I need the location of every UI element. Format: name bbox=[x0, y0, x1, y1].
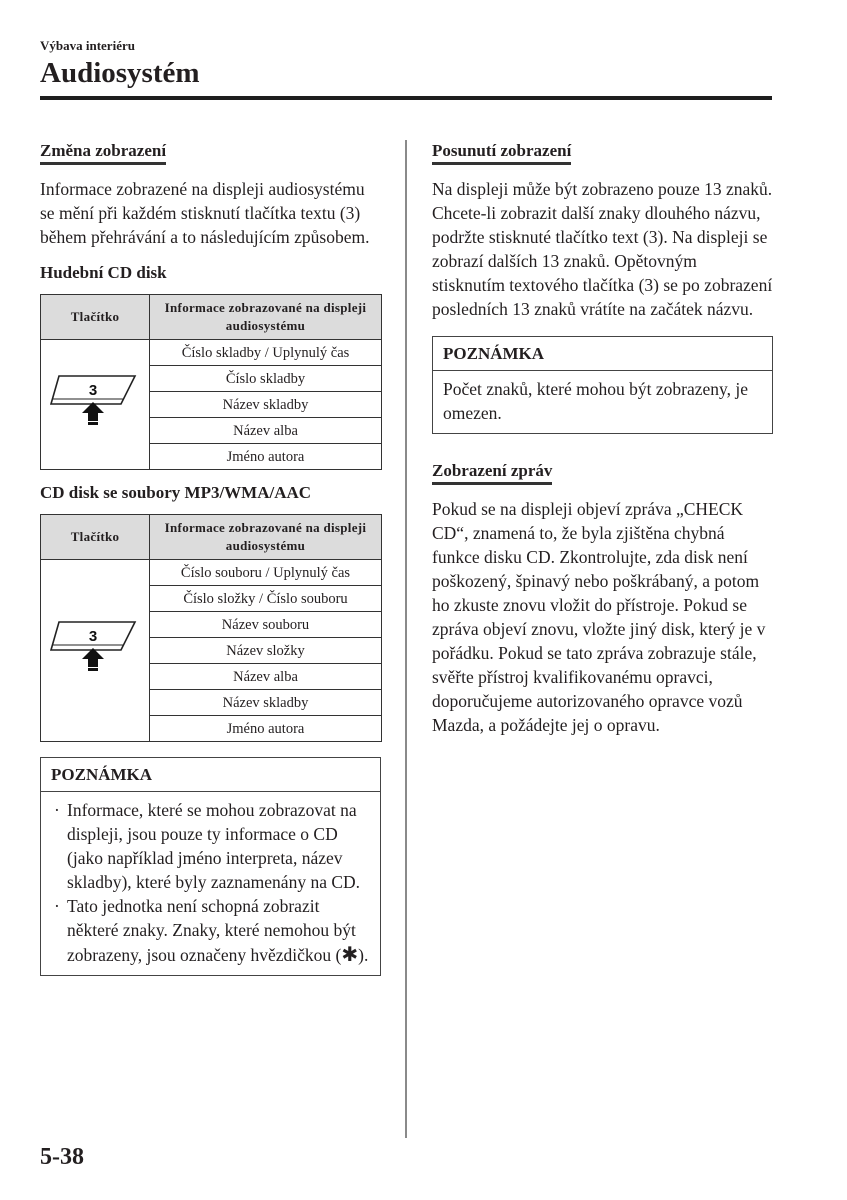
breadcrumb: Výbava interiéru bbox=[40, 38, 135, 53]
column-header-button: Tlačítko bbox=[41, 515, 150, 560]
button-number-label: 3 bbox=[88, 381, 98, 399]
page-number: 5-38 bbox=[40, 1144, 84, 1170]
note-box-left bbox=[40, 757, 381, 976]
column-divider bbox=[405, 140, 407, 1138]
section-heading-scroll: Posunutí zobrazení bbox=[432, 140, 571, 165]
right-column bbox=[432, 140, 774, 737]
note-item bbox=[51, 798, 370, 894]
page-header bbox=[40, 38, 772, 90]
note-title: POZNÁMKA bbox=[41, 758, 380, 792]
table-cell: Název složky bbox=[150, 638, 382, 664]
table-cell: Číslo skladby / Uplynulý čas bbox=[150, 340, 382, 366]
table-cell: Název skladby bbox=[150, 392, 382, 418]
music-cd-heading: Hudební CD disk bbox=[40, 263, 167, 282]
table-cell: Jméno autora bbox=[150, 716, 382, 742]
text-button-press-icon bbox=[47, 603, 143, 693]
table-cell: Název souboru bbox=[150, 612, 382, 638]
table-header-row bbox=[41, 295, 382, 340]
section-heading-messages: Zobrazení zpráv bbox=[432, 460, 552, 485]
button-number-label: 3 bbox=[88, 627, 98, 645]
table-cell: Číslo skladby bbox=[150, 366, 382, 392]
left-column bbox=[40, 140, 382, 976]
table-row bbox=[41, 560, 382, 586]
button-icon-cell bbox=[41, 340, 150, 470]
messages-paragraph: Pokud se na displeji objeví zpráva „CHECK CD“, znamená to, že byla zjištěna chybná funkce disku CD. Zkontrolujte, zda disk není poškozený, špinavý nebo poškrábaný, a potom ho zkuste znovu vložit do přístroje. Pokud se zpráva objeví znovu, vložte jiný disk, který je v pořádku. Pokud se tato zpráva zobrazuje stále, svěřte přístroj kvalifikovanému opravci, doporučujeme autorizovaného opravce vozů Mazda, a požádejte jej o opravu. bbox=[432, 499, 766, 735]
bullet: · bbox=[54, 896, 60, 916]
bullet: · bbox=[54, 800, 60, 820]
display-change-paragraph: Informace zobrazené na displeji audiosystému se mění při každém stisknutí tlačítka textu (3) během přehrávání a to následujícím způsobem. bbox=[40, 179, 370, 247]
note-box-right bbox=[432, 336, 773, 434]
table-cell: Číslo souboru / Uplynulý čas bbox=[150, 560, 382, 586]
note-body: Počet znaků, které mohou být zobrazeny, je omezen. bbox=[443, 379, 749, 423]
page-title: Audiosystém bbox=[40, 57, 200, 89]
column-header-info: Informace zobrazované na displeji audiosystému bbox=[150, 295, 382, 340]
asterisk-icon: ✱ bbox=[341, 942, 359, 966]
mp3-cd-heading: CD disk se soubory MP3/WMA/AAC bbox=[40, 483, 312, 502]
table-row bbox=[41, 340, 382, 366]
note-item bbox=[51, 894, 370, 967]
header-rule bbox=[40, 96, 772, 100]
note-item-suffix: ). bbox=[358, 945, 369, 965]
table-header-row bbox=[41, 515, 382, 560]
note-item-text: Tato jednotka není schopná zobrazit některé znaky. Znaky, které nemohou být zobrazeny, jsou označeny hvězdičkou ( bbox=[67, 896, 356, 965]
note-item-text: Informace, které se mohou zobrazovat na displeji, jsou pouze ty informace o CD (jako například jméno interpreta, název skladby), které byly zaznamenány na CD. bbox=[67, 800, 361, 892]
button-icon-cell bbox=[41, 560, 150, 742]
scroll-paragraph: Na displeji může být zobrazeno pouze 13 znaků. Chcete-li zobrazit další znaky dlouhého názvu, podržte stisknuté tlačítko text (3). Na displeji se zobrazí dalších 13 znaků. Opětovným stisknutím textového tlačítka (3) se po zobrazení posledních 13 znaků vrátíte na začátek názvu. bbox=[432, 179, 773, 319]
table-cell: Název alba bbox=[150, 664, 382, 690]
note-list bbox=[51, 798, 370, 967]
column-header-button: Tlačítko bbox=[41, 295, 150, 340]
table-cell: Jméno autora bbox=[150, 444, 382, 470]
text-button-press-icon bbox=[47, 357, 143, 447]
table-cell: Název alba bbox=[150, 418, 382, 444]
section-heading-display-change: Změna zobrazení bbox=[40, 140, 166, 165]
table-cell: Číslo složky / Číslo souboru bbox=[150, 586, 382, 612]
table-cell: Název skladby bbox=[150, 690, 382, 716]
note-body bbox=[41, 792, 380, 975]
mp3-cd-table bbox=[40, 514, 382, 742]
column-header-info: Informace zobrazované na displeji audiosystému bbox=[150, 515, 382, 560]
music-cd-table bbox=[40, 294, 382, 470]
note-title: POZNÁMKA bbox=[433, 337, 772, 371]
